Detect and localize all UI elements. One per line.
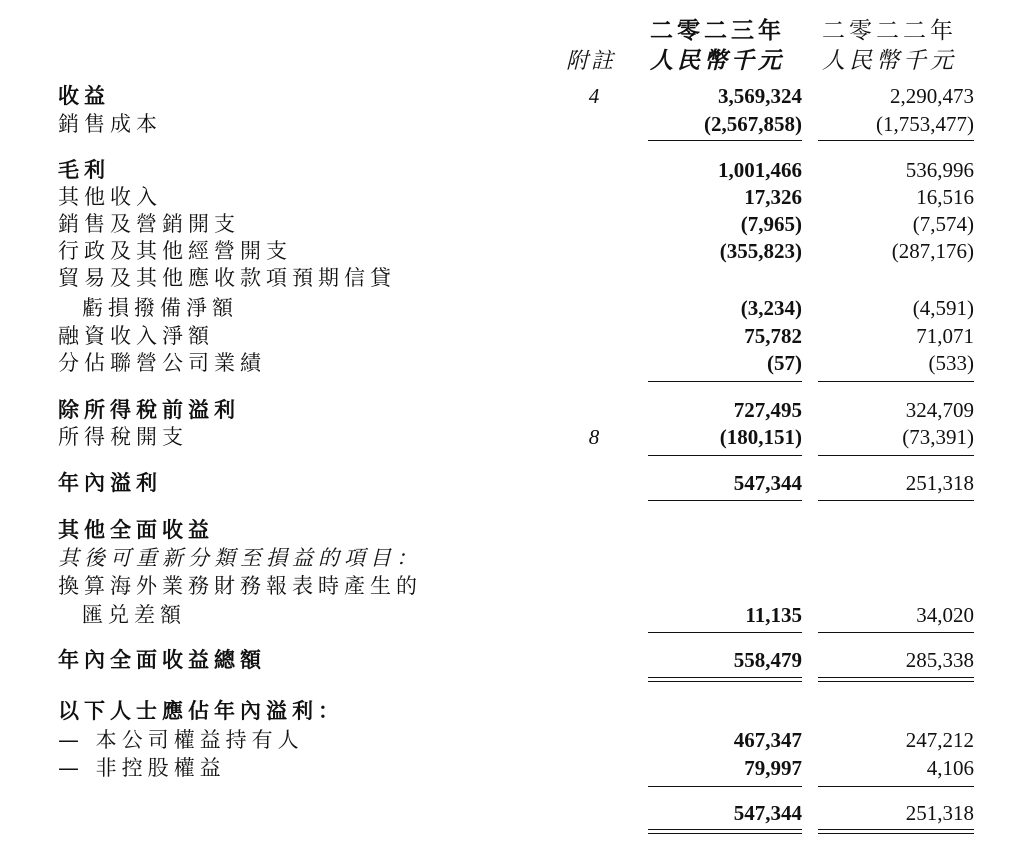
row-label: 融資收入淨額 [58, 324, 214, 348]
row-label: 年內全面收益總額 [58, 648, 266, 672]
row-selling-expenses [0, 210, 1018, 238]
row-fx-line2 [0, 601, 1018, 629]
prior-value: 251,318 [905, 801, 974, 825]
row-label: 除所得稅前溢利 [58, 398, 240, 422]
total-double-rule [818, 681, 974, 682]
row-profit-year [0, 469, 1018, 497]
row-attributable-total [0, 799, 1018, 827]
prior-value: 16,516 [916, 185, 974, 209]
row-oci-title [0, 516, 1018, 544]
row-label: 虧損撥備淨額 [82, 296, 238, 320]
current-value: 75,782 [744, 324, 802, 348]
current-value: 1,001,466 [718, 158, 802, 182]
row-label: 銷售成本 [58, 112, 162, 136]
current-year-header: 二零二三年 [650, 18, 785, 43]
prior-unit-header: 人民幣千元 [822, 48, 957, 73]
current-value: (2,567,858) [704, 112, 802, 136]
subtotal-rule [818, 632, 974, 633]
total-double-rule [648, 829, 802, 830]
row-note: 8 [588, 425, 600, 449]
total-double-rule [648, 681, 802, 682]
row-income-tax [0, 423, 1018, 451]
row-label: 其後可重新分類至損益的項目： [58, 546, 422, 570]
row-label: — 非控股權益 [58, 756, 226, 780]
row-label: 收益 [58, 84, 110, 108]
current-value: (7,965) [740, 212, 802, 236]
prior-value: 4,106 [926, 756, 974, 780]
subtotal-rule [648, 140, 802, 141]
subtotal-rule [648, 381, 802, 382]
prior-value: (4,591) [912, 296, 974, 320]
row-finance-income [0, 322, 1018, 350]
row-oci-subtitle [0, 544, 1018, 572]
prior-value: (287,176) [891, 239, 974, 263]
note-column-header: 附註 [566, 48, 617, 73]
row-label: 銷售及營銷開支 [58, 212, 240, 236]
total-double-rule [648, 677, 802, 678]
row-attributable-title [0, 697, 1018, 725]
row-nci [0, 754, 1018, 782]
current-value: (355,823) [719, 239, 802, 263]
subtotal-rule [818, 786, 974, 787]
row-profit-before-tax [0, 396, 1018, 424]
row-note: 4 [588, 84, 600, 108]
subtotal-rule [648, 786, 802, 787]
total-double-rule [648, 833, 802, 834]
row-label: 換算海外業務財務報表時產生的 [58, 574, 422, 598]
row-other-income [0, 183, 1018, 211]
subtotal-rule [818, 140, 974, 141]
current-value: 727,495 [733, 398, 802, 422]
prior-value: 251,318 [905, 471, 974, 495]
row-revenue [0, 82, 1018, 110]
prior-value: (73,391) [902, 425, 974, 449]
total-double-rule [818, 829, 974, 830]
row-owners [0, 726, 1018, 754]
prior-value: 2,290,473 [890, 84, 974, 108]
current-value: 3,569,324 [718, 84, 802, 108]
current-unit-header: 人民幣千元 [650, 48, 785, 73]
row-ecl-line2 [0, 294, 1018, 322]
subtotal-rule [648, 500, 802, 501]
subtotal-rule [818, 381, 974, 382]
prior-value: 247,212 [905, 728, 974, 752]
row-label: 分佔聯營公司業績 [58, 351, 266, 375]
row-ecl-line1 [0, 264, 1018, 292]
row-fx-line1 [0, 572, 1018, 600]
current-value: 467,347 [733, 728, 802, 752]
current-value: (57) [767, 351, 802, 375]
current-value: 558,479 [733, 648, 802, 672]
subtotal-rule [648, 455, 802, 456]
prior-value: 324,709 [905, 398, 974, 422]
row-label: 其他收入 [58, 185, 162, 209]
row-share-associates [0, 349, 1018, 377]
prior-value: 34,020 [916, 603, 974, 627]
prior-year-header: 二零二二年 [822, 18, 957, 43]
current-value: 17,326 [744, 185, 802, 209]
current-value: (3,234) [740, 296, 802, 320]
subtotal-rule [818, 500, 974, 501]
prior-value: 536,996 [905, 158, 974, 182]
current-value: (180,151) [719, 425, 802, 449]
prior-value: (533) [928, 351, 974, 375]
row-label: 以下人士應佔年內溢利： [58, 699, 344, 723]
total-double-rule [818, 833, 974, 834]
current-value: 547,344 [733, 801, 802, 825]
total-double-rule [818, 677, 974, 678]
row-cost-of-sales [0, 110, 1018, 138]
row-label: 所得稅開支 [58, 425, 188, 449]
prior-value: 285,338 [905, 648, 974, 672]
current-value: 11,135 [745, 603, 802, 627]
row-label: 行政及其他經營開支 [58, 239, 292, 263]
prior-value: 71,071 [916, 324, 974, 348]
prior-value: (1,753,477) [876, 112, 974, 136]
current-value: 547,344 [733, 471, 802, 495]
row-label: 毛利 [58, 158, 110, 182]
current-value: 79,997 [744, 756, 802, 780]
row-label: 其他全面收益 [58, 518, 214, 542]
prior-value: (7,574) [912, 212, 974, 236]
row-label: 年內溢利 [58, 471, 162, 495]
row-admin-expenses [0, 237, 1018, 265]
row-label: 貿易及其他應收款項預期信貸 [58, 266, 396, 290]
row-label: 匯兑差額 [82, 603, 186, 627]
row-total-comprehensive [0, 646, 1018, 674]
row-gross-profit [0, 156, 1018, 184]
subtotal-rule [648, 632, 802, 633]
row-label: — 本公司權益持有人 [58, 728, 304, 752]
subtotal-rule [818, 455, 974, 456]
